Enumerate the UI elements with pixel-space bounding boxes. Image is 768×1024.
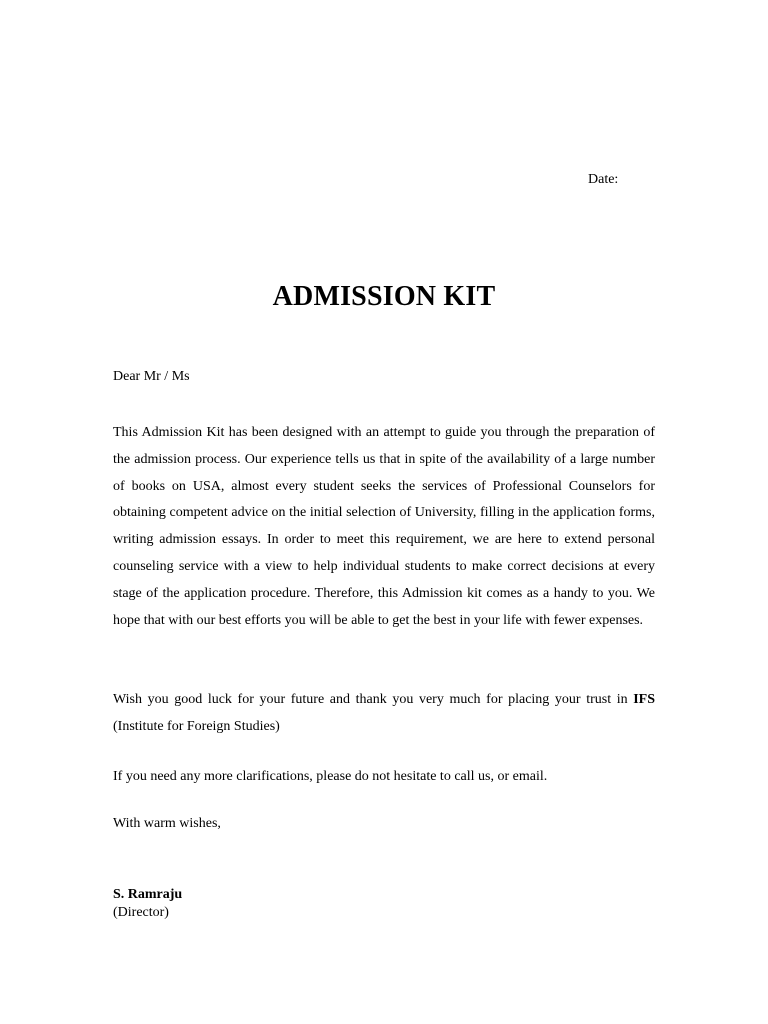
thanks-text: Wish you good luck for your future and thank you very much for placing your trust in: [113, 692, 628, 707]
closing-line: With warm wishes,: [113, 816, 221, 831]
greeting: Dear Mr / Ms: [113, 369, 190, 384]
signature-title: (Director): [113, 905, 169, 920]
thanks-paragraph: [113, 687, 655, 741]
org-abbreviation: IFS: [633, 692, 656, 707]
clarification-line: If you need any more clarifications, please do not hesitate to call us, or email.: [113, 769, 548, 784]
org-full-name: (Institute for Foreign Studies): [113, 718, 280, 734]
document-title: ADMISSION KIT: [272, 281, 496, 312]
signature-name: S. Ramraju: [113, 887, 183, 902]
body-paragraph: This Admission Kit has been designed with an attempt to guide you through the preparation of the admission process. Our experience tells us that in spite of the availability of a large number of books on USA, almost every student seeks the services of Professional Counselors for obtaining competent advice on the initial selection of University, filling in the application forms, writing admission essays. In order to meet this requirement, we are here to extend personal counseling service with a view to help individual students to make correct decisions at every stage of the application procedure. Therefore, this Admission kit comes as a handy to you. We hope that with our best efforts you will be able to get the best in your life with fewer expenses.: [113, 425, 655, 628]
date-label: Date:: [588, 172, 619, 187]
